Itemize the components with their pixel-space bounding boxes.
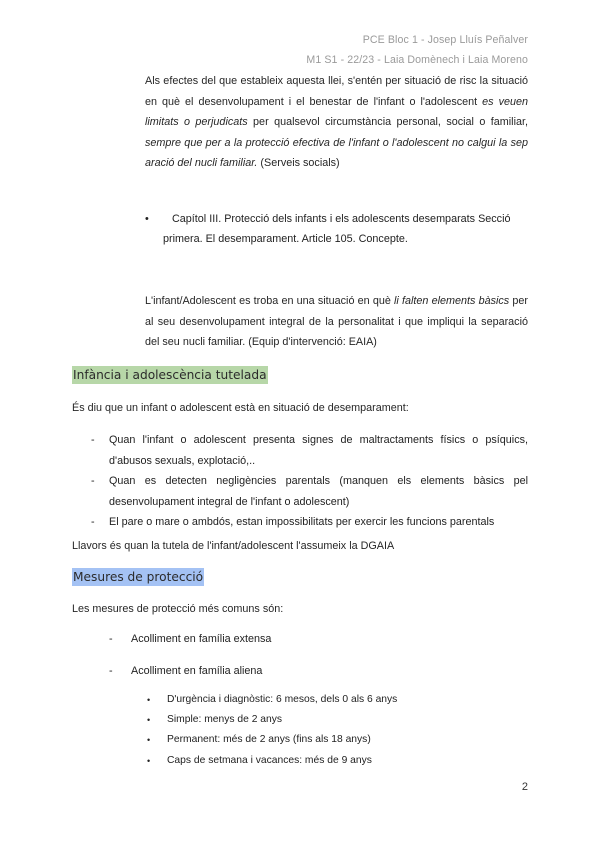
text-span: L'infant/Adolescent es troba en una situació en què: [145, 295, 395, 307]
section-heading-tutelage: Infància i adolescència tutelada: [73, 368, 267, 382]
header-course-line: M1 S1 - 22/23 - Laia Domènech i Laia Moreno: [306, 54, 528, 66]
paragraph-abandonment-definition: [145, 291, 528, 353]
dash-marker: -: [109, 664, 113, 677]
bullet-marker: •: [147, 735, 151, 746]
bullet-marker: •: [145, 213, 149, 225]
italic-span: es veuen limitats o perjudicats: [145, 95, 528, 128]
text-span: (Serveis socials): [257, 157, 340, 169]
dash-marker: -: [91, 434, 95, 446]
chapter-bullet-item: [145, 209, 528, 249]
page-number: 2: [521, 781, 528, 793]
paragraph-dgaia: Llavors és quan la tutela de l'infant/adolescent l'assumeix la DGAIA: [72, 540, 395, 552]
paragraph-measures-intro: Les mesures de protecció més comuns són:: [72, 603, 284, 615]
text-span: per qualsevol circumstància personal, social o familiar,: [247, 116, 528, 128]
list-item-text: Permanent: més de 2 anys (fins als 18 anys): [167, 734, 371, 746]
italic-span: li falten elements bàsics: [394, 295, 510, 307]
list-item-text: Acolliment en família extensa: [131, 633, 272, 645]
list-item-text: Quan l'infant o adolescent presenta signes de maltractaments físics o psíquics, d'abusos sexuals, explotació,..: [109, 434, 528, 467]
list-item: [147, 690, 528, 710]
list-item: [109, 661, 528, 682]
dash-marker: -: [109, 633, 113, 645]
list-item: [91, 471, 528, 512]
list-item-text: Quan es detecten negligències parentals (manquen els elements bàsics pel desenvolupament integral de l'infant o adolescent): [109, 475, 528, 508]
chapter-reference: Capítol III. Protecció dels infants i els adolescents desemparats Secció primera. El desemparament. Article 105. Concepte.: [163, 213, 511, 245]
bullet-marker: •: [147, 715, 151, 726]
text-span: Als efectes del que estableix aquesta llei, s'entén per situació de risc la situació en què el desenvolupament i el benestar de l'infant o l'adolescent: [145, 75, 528, 108]
foster-types-list: [147, 690, 528, 771]
header-author-line: PCE Bloc 1 - Josep Lluís Peñalver: [362, 34, 528, 46]
list-item: [91, 512, 528, 533]
abandonment-conditions-list: [91, 430, 528, 533]
list-item-text: Acolliment en família aliena: [131, 664, 263, 677]
foster-care-list: [109, 629, 528, 681]
paragraph-risk-definition: [145, 71, 528, 174]
dash-marker: -: [91, 516, 95, 528]
section-heading-protection: Mesures de protecció: [73, 570, 204, 584]
list-item: [147, 730, 528, 750]
list-item: [109, 629, 528, 650]
list-item-text: El pare o mare o ambdós, estan impossibilitats per exercir les funcions parentals: [109, 516, 495, 528]
italic-span: sempre que per a la protecció efectiva de l'infant o l'adolescent no calgui la sep aració del nucli familiar.: [145, 136, 528, 169]
list-item-text: D'urgència i diagnòstic: 6 mesos, dels 0 als 6 anys: [167, 694, 398, 705]
bullet-marker: •: [147, 695, 151, 705]
text-span: per al seu desenvolupament integral de la personalitat i que impliqui la separació del seu nucli familiar. (Equip d'intervenció: EAIA): [145, 295, 528, 348]
list-item-text: Simple: menys de 2 anys: [167, 714, 283, 726]
list-item: [147, 710, 528, 730]
dash-marker: -: [91, 475, 95, 487]
list-item: [147, 751, 528, 771]
paragraph-abandonment-intro: És diu que un infant o adolescent està en situació de desemparament:: [72, 402, 409, 414]
list-item-text: Caps de setmana i vacances: més de 9 anys: [167, 754, 372, 766]
list-item: [91, 430, 528, 471]
bullet-marker: •: [147, 755, 151, 766]
